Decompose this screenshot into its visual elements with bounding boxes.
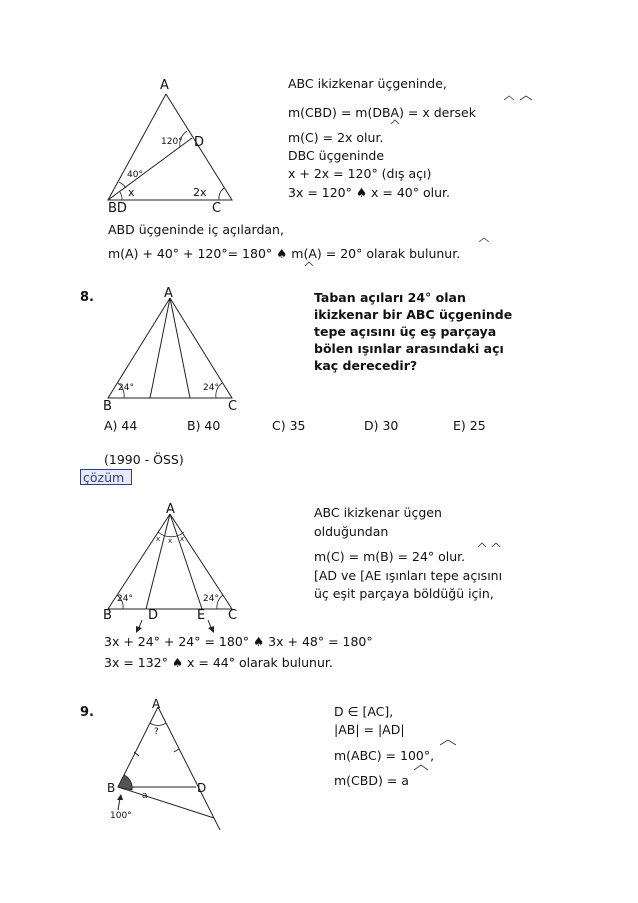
q8-option-b[interactable]: B) 40 <box>187 418 221 433</box>
sol8-label-B: B <box>103 608 112 623</box>
q8-label-right-angle: 24° <box>203 383 219 393</box>
sol8-label-D: D <box>148 608 159 623</box>
sol8-line-3: m(C) = m(B) = 24° olur. <box>314 549 466 564</box>
q8-label-C: C <box>228 399 238 414</box>
q9-label-a: a <box>142 791 148 801</box>
s1-line-5: x + 2x = 120° (dış açı) <box>288 166 432 181</box>
sol8-bottom-1: 3x + 24° + 24° = 180° ♠ 3x + 48° = 180° <box>104 634 373 649</box>
s1-bottom-1: ABD üçgeninde iç açılardan, <box>108 222 284 237</box>
q8-option-c[interactable]: C) 35 <box>272 418 306 433</box>
q8-option-e[interactable]: E) 25 <box>453 418 486 433</box>
label-angle-40: 40° <box>127 170 143 180</box>
q8-question-line-3: tepe açısını üç eş parçaya <box>314 324 497 339</box>
label-x: x <box>128 186 135 199</box>
label-A: A <box>160 78 169 93</box>
svg-text:x: x <box>156 535 161 543</box>
s1-line-6: 3x = 120° ♠ x = 40° olur. <box>288 185 450 200</box>
label-C: C <box>212 201 222 216</box>
q9-line-3: m(ABC) = 100°, <box>334 748 435 763</box>
q8-question-line-1: Taban açıları 24° olan <box>314 290 466 305</box>
sol8-bottom-2: 3x = 132° ♠ x = 44° olarak bulunur. <box>104 655 333 670</box>
q8-label-left-angle: 24° <box>118 383 134 393</box>
q8-question-line-4: bölen ışınlar arasındaki açı <box>314 341 504 356</box>
q9-label-question: ? <box>154 727 159 737</box>
s1-line-3: m(C) = 2x olur. <box>288 130 384 145</box>
q9-label-100: 100° <box>110 811 132 821</box>
q8-question-line-2: ikizkenar bir ABC üçgeninde <box>314 307 513 322</box>
q9-label-D: D <box>197 781 207 795</box>
sol8-line-1: ABC ikizkenar üçgen <box>314 505 442 520</box>
label-2x: 2x <box>193 186 207 199</box>
q8-question-line-5: kaç derecedir? <box>314 358 418 373</box>
solution-tab[interactable]: çözüm <box>80 469 132 485</box>
sol8-line-4: [AD ve [AE ışınları tepe açısını <box>314 568 503 583</box>
q9-line-4: m(CBD) = a <box>334 773 409 788</box>
sol8-label-C: C <box>228 608 238 623</box>
q9-line-1: D ∈ [AC], <box>334 704 394 719</box>
label-BD: BD <box>108 201 127 216</box>
q9-label-B: B <box>107 781 116 795</box>
sol8-label-right-angle: 24° <box>203 594 219 604</box>
sol8-line-5: üç eşit parçaya böldüğü için, <box>314 586 494 601</box>
q8-source: (1990 - ÖSS) <box>104 452 184 467</box>
sol8-line-2: olduğundan <box>314 524 389 539</box>
question-8-number: 8. <box>80 290 94 305</box>
sol8-label-E: E <box>197 608 206 623</box>
sol8-label-A: A <box>166 502 175 517</box>
q9-label-A: A <box>152 697 161 711</box>
s1-line-4: DBC üçgeninde <box>288 148 385 163</box>
q8-option-d[interactable]: D) 30 <box>364 418 399 433</box>
q8-label-A: A <box>164 286 173 301</box>
svg-text:x: x <box>180 535 185 543</box>
svg-text:x: x <box>168 537 173 545</box>
label-D: D <box>194 135 205 150</box>
s1-bottom-2: m(A) + 40° + 120°= 180° ♠ m(A) = 20° olarak bulunur. <box>108 246 461 261</box>
s1-line-1: ABC ikizkenar üçgeninde, <box>288 76 447 91</box>
question-9-number: 9. <box>80 705 94 720</box>
q9-line-2: |AB| = |AD| <box>334 722 405 737</box>
q8-option-a[interactable]: A) 44 <box>104 418 138 433</box>
sol8-label-left-angle: 24° <box>117 594 133 604</box>
label-angle-120: 120° <box>161 137 183 147</box>
q8-label-B: B <box>103 399 112 414</box>
s1-line-2: m(CBD) = m(DBA) = x dersek <box>288 105 476 120</box>
